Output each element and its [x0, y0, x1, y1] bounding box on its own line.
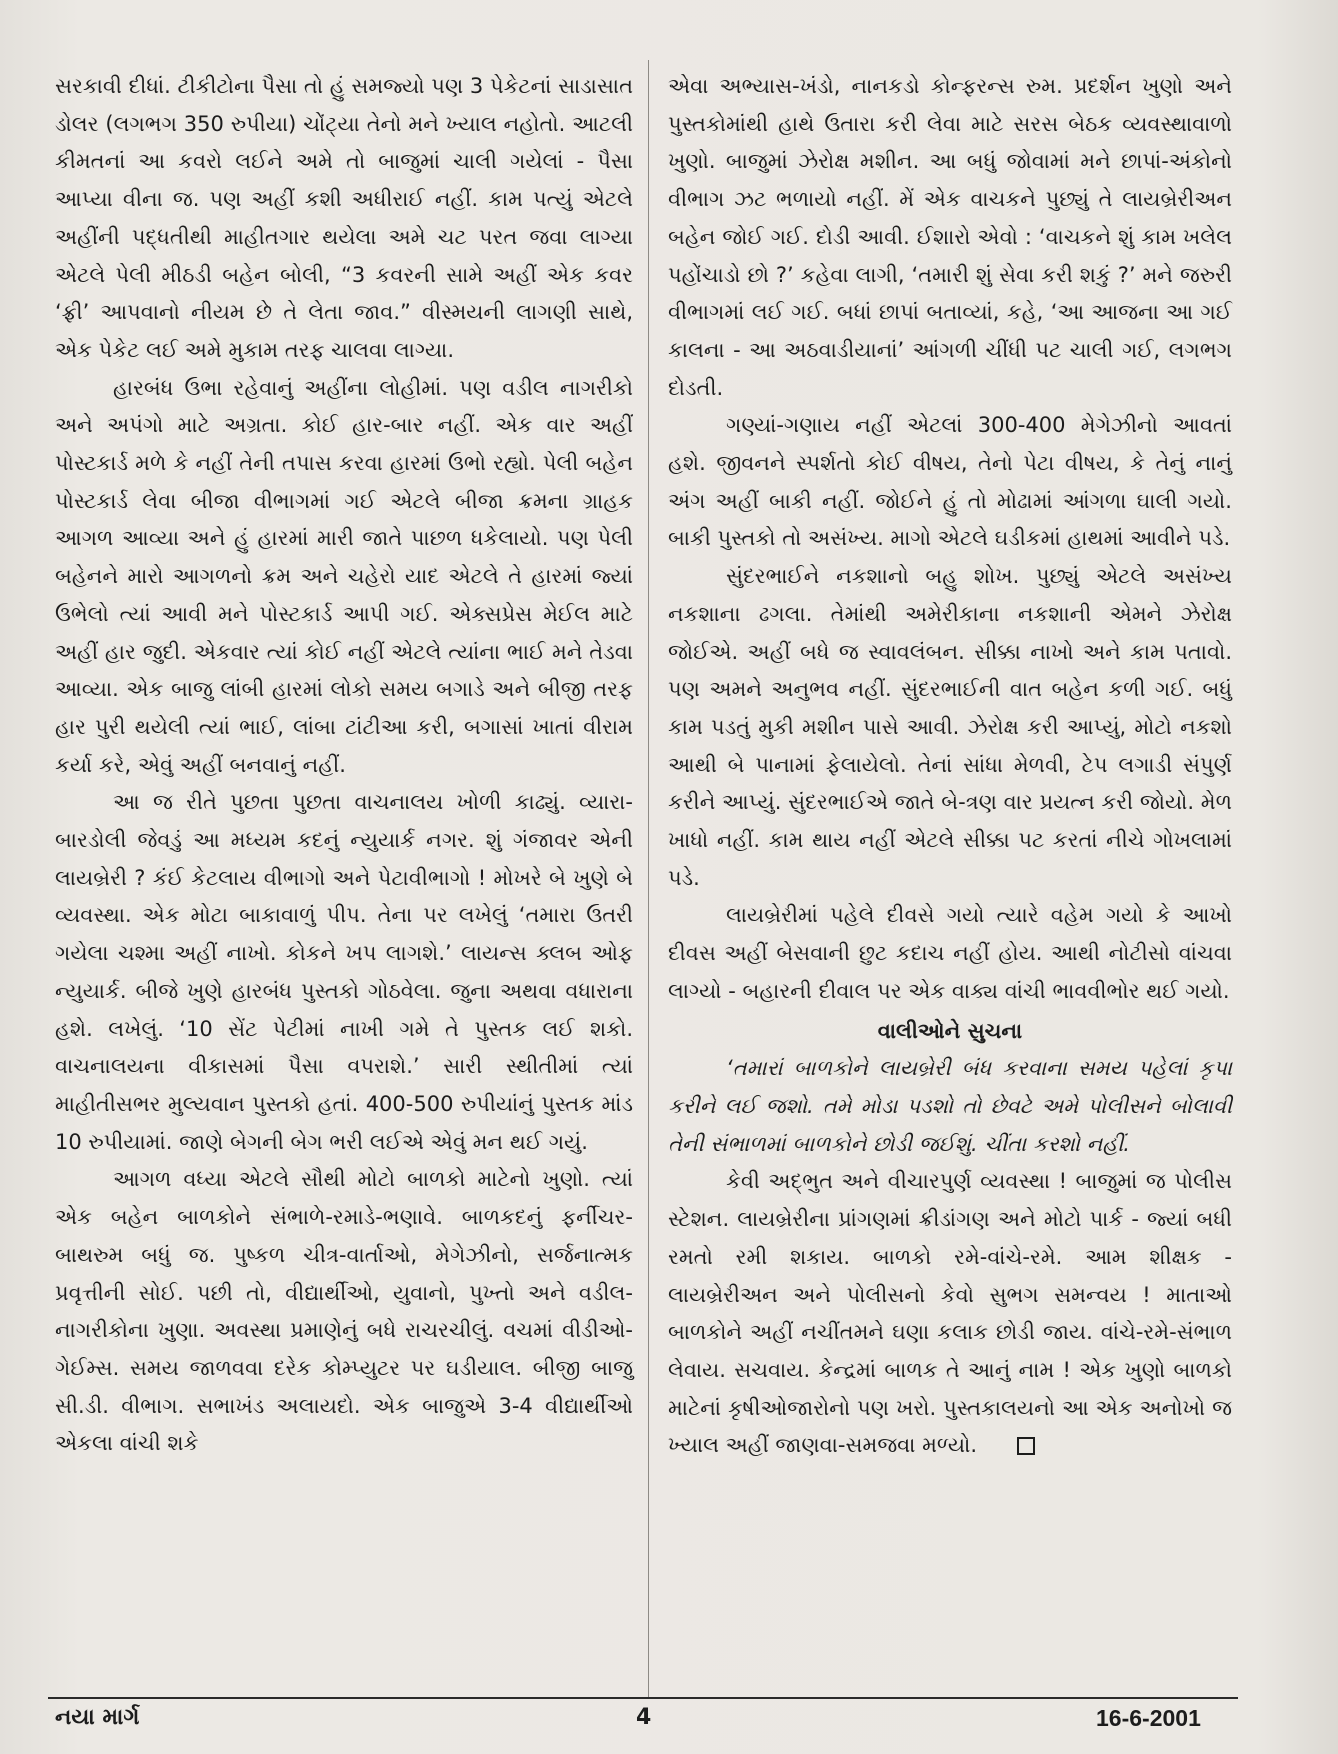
notice-heading: વાલીઓને સુચના [877, 1018, 1023, 1043]
closing-paragraph [668, 1163, 1232, 1465]
paragraph: એવા અભ્યાસ-ખંડો, નાનકડો કોન્ફરન્સ રુમ. પ્રદર્શન ખુણો અને પુસ્તકોમાંથી હાથે ઉતારા કરી લેવા માટે સરસ બેઠક વ્યવસ્થાવાળો ખુણો. બાજુમાં ઝેરોક્ષ મશીન. આ બધું જોવામાં મને છાપાં-અંકોનો વીભાગ ઝટ ભળાયો નહીં. મેં એક વાચકને પુછ્યું તે લાયબ્રેરીઅન બહેન જોઈ ગઈ. દોડી આવી. ઈશારો એવો : ‘વાચકને શું કામ ખલેલ પહોંચાડો છો ?’ કહેવા લાગી, ‘તમારી શું સેવા કરી શકું ?’ મને જરુરી વીભાગમાં લઈ ગઈ. બધાં છાપાં બતાવ્યાં, કહે, ‘આ આજના આ ગઈ કાલના - આ અઠવાડીયાનાં’ આંગળી ચીંધી પટ ચાલી ગઈ, લગભગ દોડતી. [668, 74, 1232, 400]
right-column [668, 68, 1232, 1465]
paragraph: લાયબ્રેરીમાં પહેલે દીવસે ગયો ત્યારે વહેમ ગયો કે આખો દીવસ અહીં બેસવાની છુટ કદાચ નહીં હોય. આથી નોટીસો વાંચવા લાગ્યો - બહારની દીવાલ પર એક વાક્ય વાંચી ભાવવીભોર થઈ ગયો. [668, 903, 1232, 1003]
paragraph: આગળ વધ્યા એટલે સૌથી મોટો બાળકો માટેનો ખુણો. ત્યાં એક બહેન બાળકોને સંભાળે-રમાડે-ભણાવે. બાળકદનું ફર્નીચર-બાથરુમ બધું જ. પુષ્કળ ચીત્ર-વાર્તાઓ, મેગેઝીનો, સર્જનાત્મક પ્રવૃત્તીની સોઈ. પછી તો, વીદ્યાર્થીઓ, યુવાનો, પુખ્તો અને વડીલ-નાગરીકોના ખુણા. અવસ્થા પ્રમાણેનું બધે રાચરચીલું. વચમાં વીડીઓ-ગેઈમ્સ. સમય જાળવવા દરેક કોમ્પ્યુટર પર ઘડીયાલ. બીજી બાજુ સી.ડી. વીભાગ. સભાખંડ અલાયદો. એક બાજુએ 3-4 વીદ્યાર્થીઓ એકલા વાંચી શકે [55, 1167, 633, 1456]
paragraph: સુંદરભાઈને નકશાનો બહુ શોખ. પુછ્યું એટલે અસંખ્ય નકશાના ઢગલા. તેમાંથી અમેરીકાના નકશાની એમને ઝેરોક્ષ જોઈએ. અહીં બધે જ સ્વાવલંબન. સીક્કા નાખો અને કામ પતાવો. પણ અમને અનુભવ નહીં. સુંદરભાઈની વાત બહેન કળી ગઈ. બધું કામ પડતું મુકી મશીન પાસે આવી. ઝેરોક્ષ કરી આપ્યું, મોટો નકશો આથી બે પાનામાં ફેલાયેલો. તેનાં સાંધા મેળવી, ટેપ લગાડી સંપુર્ણ કરીને આપ્યું. સુંદરભાઈએ જાતે બે-ત્રણ વાર પ્રયત્ન કરી જોયો. મેળ ખાધો નહીં. કામ થાય નહીં એટલે સીક્કા પટ કરતાં નીચે ગોખલામાં પડે. [668, 564, 1232, 890]
left-column [55, 68, 633, 1463]
end-of-article-mark [1017, 1437, 1035, 1455]
paragraph: ગણ્યાં-ગણાય નહીં એટલાં 300-400 મેગેઝીનો આવતાં હશે. જીવનને સ્પર્શતો કોઈ વીષય, તેનો પેટા વીષય, કે તેનું નાનું અંગ અહીં બાકી નહીં. જોઈને હું તો મોઢામાં આંગળા ઘાલી ગયો. બાકી પુસ્તકો તો અસંખ્ય. માગો એટલે ઘડીકમાં હાથમાં આવીને પડે. [668, 413, 1232, 551]
notice-text: ‘તમારાં બાળકોને લાયબ્રેરી બંધ કરવાના સમય પહેલાં કૃપા કરીને લઈ જશો. તમે મોડા પડશો તો છેવટે અમે પોલીસને બોલાવી તેની સંભાળમાં બાળકોને છોડી જઈશું. ચીંતા કરશો નહીં. [668, 1056, 1232, 1156]
footer-rule [48, 1697, 1238, 1699]
closing-paragraph-text: કેવી અદ્ભુત અને વીચારપુર્ણ વ્યવસ્થા ! બાજુમાં જ પોલીસ સ્ટેશન. લાયબ્રેરીના પ્રાંગણમાં ક્રીડાંગણ અને મોટો પાર્ક - જ્યાં બધી રમતો રમી શકાય. બાળકો રમે-વાંચે-રમે. આમ શીક્ષક - લાયબ્રેરીઅન અને પોલીસનો કેવો સુભગ સમન્વય ! માતાઓ બાળકોને અહીં નચીંતમને ઘણા કલાક છોડી જાય. વાંચે-રમે-સંભાળ લેવાય. સચવાય. કેન્દ્રમાં બાળક તે આનું નામ ! એક ખુણો બાળકો માટેનાં કૃષીઓજારોનો પણ ખરો. પુસ્તકાલયનો આ એક અનોખો જ ખ્યાલ અહીં જાણવા-સમજવા મળ્યો. [668, 1169, 1232, 1458]
publication-name: નયા માર્ગ [55, 1705, 140, 1730]
paragraph: આ જ રીતે પુછતા પુછતા વાચનાલય ખોળી કાઢ્યું. વ્યારા-બારડોલી જેવડું આ મધ્યમ કદનું ન્યુયાર્ક નગર. શું ગંજાવર એની લાયબ્રેરી ? કંઈ કેટલાય વીભાગો અને પેટાવીભાગો ! મોખરે બે ખુણે બે વ્યવસ્થા. એક મોટા બાકાવાળું પીપ. તેના પર લખેલું ‘તમારા ઉતરી ગયેલા ચશ્મા અહીં નાખો. કોકને ખપ લાગશે.’ લાયન્સ ક્લબ ઓફ ન્યુયાર્ક. બીજે ખુણે હારબંધ પુસ્તકો ગોઠવેલા. જુના અથવા વધારાના હશે. લખેલું. ‘10 સેંટ પેટીમાં નાખી ગમે તે પુસ્તક લઈ શકો. વાચનાલયના વીકાસમાં પૈસા વપરાશે.’ સારી સ્થીતીમાં ત્યાં માહીતીસભર મુલ્યવાન પુસ્તકો હતાં. 400-500 રુપીયાંનું પુસ્તક માંડ 10 રુપીયામાં. જાણે બેગની બેગ ભરી લઈએ એવું મન થઈ ગયું. [55, 790, 633, 1154]
issue-date: 16-6-2001 [1096, 1705, 1201, 1731]
page-number: 4 [636, 1705, 652, 1730]
paragraph: હારબંધ ઉભા રહેવાનું અહીંના લોહીમાં. પણ વડીલ નાગરીકો અને અપંગો માટે અગ્રતા. કોઈ હાર-બાર નહીં. એક વાર અહીં પોસ્ટકાર્ડ મળે કે નહીં તેની તપાસ કરવા હારમાં ઉભો રહ્યો. પેલી બહેન પોસ્ટકાર્ડ લેવા બીજા વીભાગમાં ગઈ એટલે બીજા ક્રમના ગ્રાહક આગળ આવ્યા અને હું હારમાં મારી જાતે પાછળ ધકેલાયો. પણ પેલી બહેનને મારો આગળનો ક્રમ અને ચહેરો યાદ એટલે તે હારમાં જ્યાં ઉભેલો ત્યાં આવી મને પોસ્ટકાર્ડ આપી ગઈ. એક્સપ્રેસ મેઈલ માટે અહીં હાર જુદી. એકવાર ત્યાં કોઈ નહીં એટલે ત્યાંના ભાઈ મને તેડવા આવ્યા. એક બાજુ લાંબી હારમાં લોકો સમય બગાડે અને બીજી તરફ હાર પુરી થયેલી ત્યાં ભાઈ, લાંબા ટાંટીઆ કરી, બગાસાં ખાતાં વીરામ કર્યા કરે, એવું અહીં બનવાનું નહીં. [55, 375, 633, 777]
column-divider [648, 60, 649, 1697]
paragraph: સરકાવી દીધાં. ટીકીટોના પૈસા તો હું સમજ્યો પણ 3 પેકેટનાં સાડાસાત ડોલર (લગભગ 350 રુપીયા) ચોંટ્યા તેનો મને ખ્યાલ નહોતો. આટલી કીમતનાં આ કવરો લઈને અમે તો બાજુમાં ચાલી ગયેલાં - પૈસા આપ્યા વીના જ. પણ અહીં કશી અધીરાઈ નહીં. કામ પત્યું એટલે અહીંની પદ્ધતીથી માહીતગાર થયેલા અમે ચટ પરત જવા લાગ્યા એટલે પેલી મીઠડી બહેન બોલી, “3 કવરની સામે અહીં એક કવર ‘ફ્રી’ આપવાનો નીયમ છે તે લેતા જાવ.” વીસ્મયની લાગણી સાથે, એક પેકેટ લઈ અમે મુકામ તરફ ચાલવા લાગ્યા. [55, 74, 633, 362]
